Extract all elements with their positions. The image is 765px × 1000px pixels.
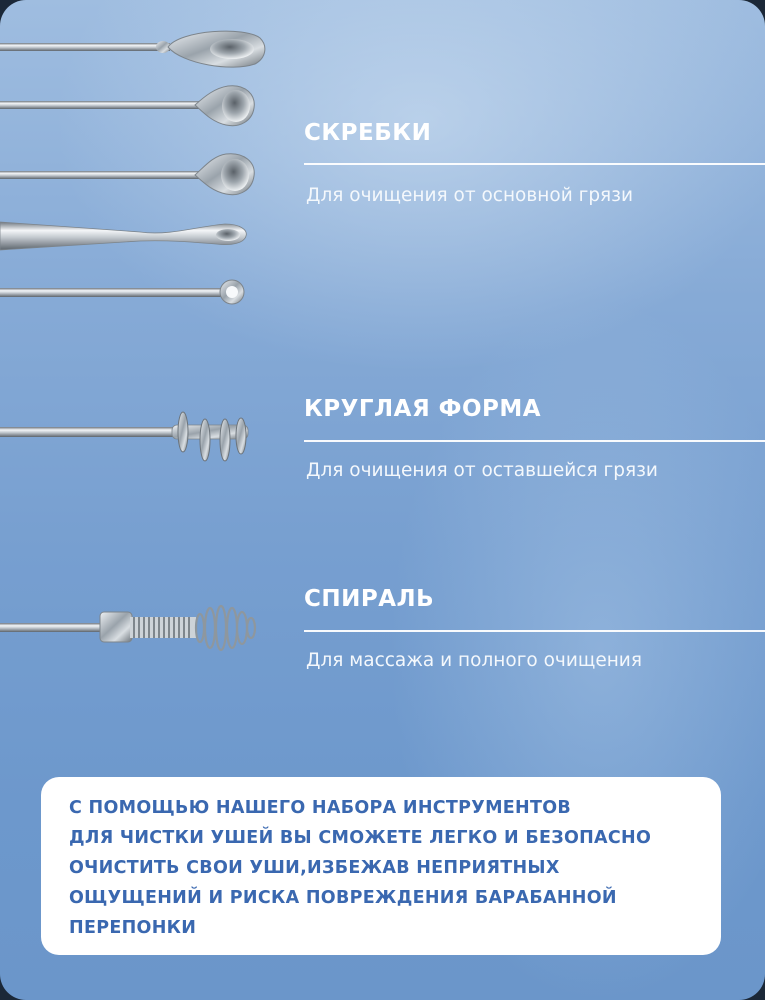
section-title-spiral: СПИРАЛЬ bbox=[304, 586, 435, 612]
tools-illustration bbox=[0, 0, 300, 700]
section-description-scrapers: Для очищения от основной грязи bbox=[306, 185, 634, 206]
info-text: С ПОМОЩЬЮ НАШЕГО НАБОРА ИНСТРУМЕНТОВ ДЛЯ ЧИСТКИ УШЕЙ ВЫ СМОЖЕТЕ ЛЕГКО И БЕЗОПАСНО ОЧИСТИТЬ СВОИ УШИ,ИЗБЕЖАВ НЕПРИЯТНЫХ ОЩУЩЕНИЙ И РИСКА ПОВРЕЖДЕНИЯ БАРАБАННОЙ ПЕРЕПОНКИ bbox=[69, 798, 652, 938]
info-card bbox=[41, 777, 721, 955]
spiral-tip-tool-icon bbox=[0, 606, 255, 650]
section-divider bbox=[304, 630, 765, 632]
section-description-spiral: Для массажа и полного очищения bbox=[306, 650, 642, 671]
section-divider bbox=[304, 440, 765, 442]
section-title-scrapers: СКРЕБКИ bbox=[304, 120, 432, 146]
scoop-curette-3-icon bbox=[0, 154, 254, 195]
scoop-curette-1-icon bbox=[0, 31, 265, 67]
section-description-round-shape: Для очищения от оставшейся грязи bbox=[306, 460, 658, 481]
ring-tip-tool-icon bbox=[0, 412, 248, 461]
section-divider bbox=[304, 163, 765, 165]
scoop-curette-4-icon bbox=[0, 222, 246, 250]
section-title-round-shape: КРУГЛАЯ ФОРМА bbox=[304, 396, 542, 422]
scoop-curette-5-icon bbox=[0, 280, 244, 304]
scoop-curette-2-icon bbox=[0, 86, 254, 126]
